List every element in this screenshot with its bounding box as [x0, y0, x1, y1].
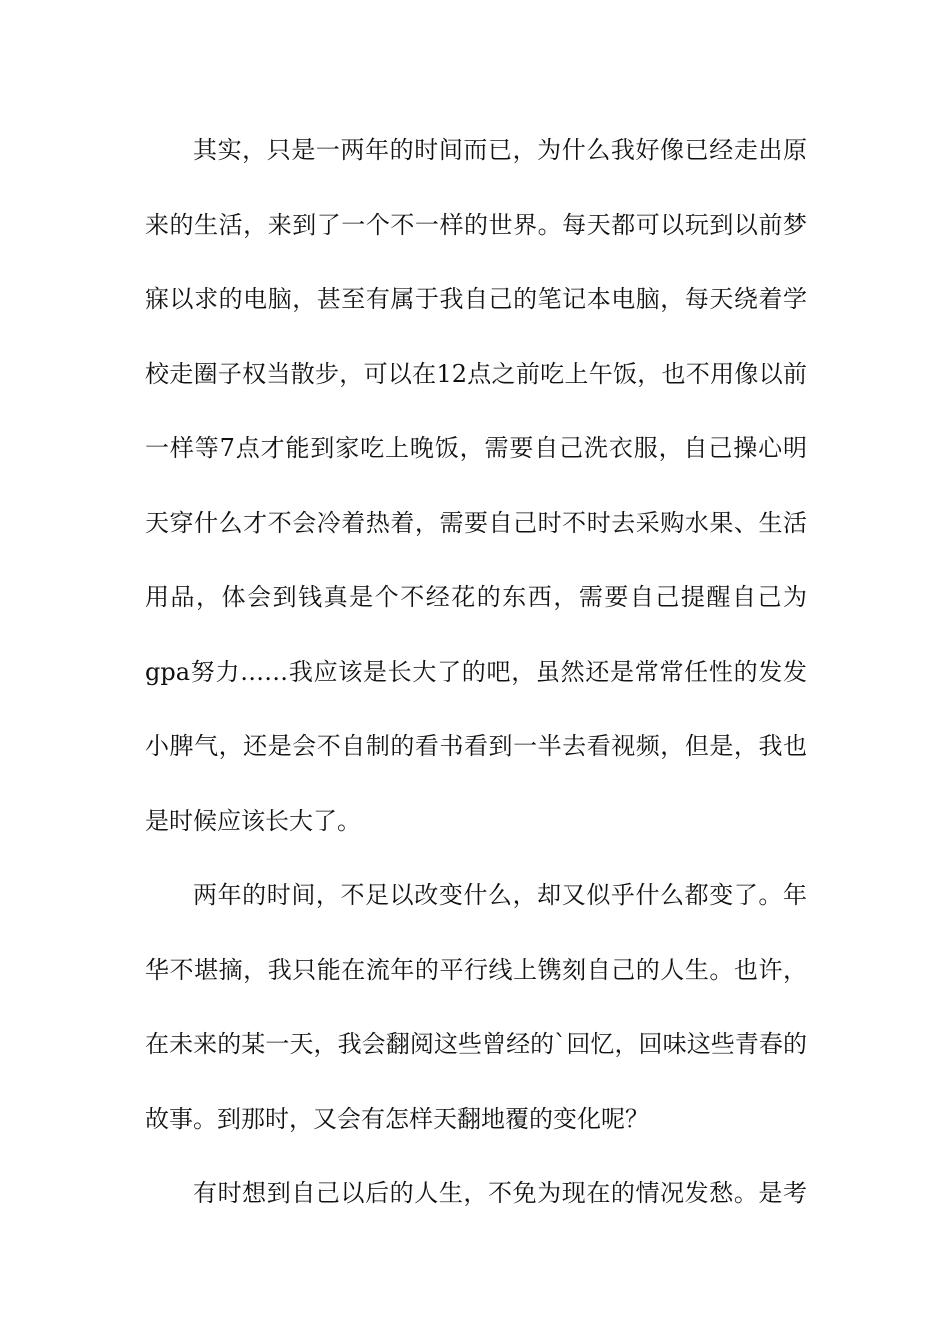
paragraph-1-line-4: 校走圈子权当散步，可以在12点之前吃上午饭，也不用像以前 — [145, 359, 807, 388]
paragraph-2-line-4: 故事。到那时，又会有怎样天翻地覆的变化呢？ — [145, 1104, 649, 1133]
paragraph-2-line-3: 在未来的某一天，我会翻阅这些曾经的`回忆，回味这些青春的 — [145, 1030, 807, 1058]
paragraph-1-line-9: 小脾气，还是会不自制的看书看到一半去看视频，但是，我也 — [145, 732, 807, 760]
paragraph-1-line-6: 天穿什么才不会冷着热着，需要自己时不时去采购水果、生活 — [145, 508, 807, 537]
paragraph-1-line-2: 来的生活，来到了一个不一样的世界。每天都可以玩到以前梦 — [145, 210, 807, 239]
paragraph-1-line-8: gpa努力……我应该是长大了的吧，虽然还是常常任性的发发 — [145, 657, 807, 686]
paragraph-3-line-1: 有时想到自己以后的人生，不免为现在的情况发愁。是考 — [193, 1179, 807, 1207]
paragraph-2-line-1: 两年的时间，不足以改变什么，却又似乎什么都变了。年 — [193, 881, 807, 909]
paragraph-1-line-5: 一样等7点才能到家吃上晚饭，需要自己洗衣服，自己操心明 — [145, 434, 807, 462]
paragraph-1-line-1: 其实，只是一两年的时间而已，为什么我好像已经走出原 — [193, 136, 807, 164]
paragraph-1-line-10: 是时候应该长大了。 — [145, 806, 361, 835]
paragraph-1-line-3: 寐以求的电脑，甚至有属于我自己的笔记本电脑，每天绕着学 — [145, 285, 807, 313]
paragraph-1-line-7: 用品，体会到钱真是个不经花的东西，需要自己提醒自己为 — [145, 583, 807, 611]
paragraph-2-line-2: 华不堪摘，我只能在流年的平行线上镌刻自己的人生。也许， — [145, 955, 807, 984]
